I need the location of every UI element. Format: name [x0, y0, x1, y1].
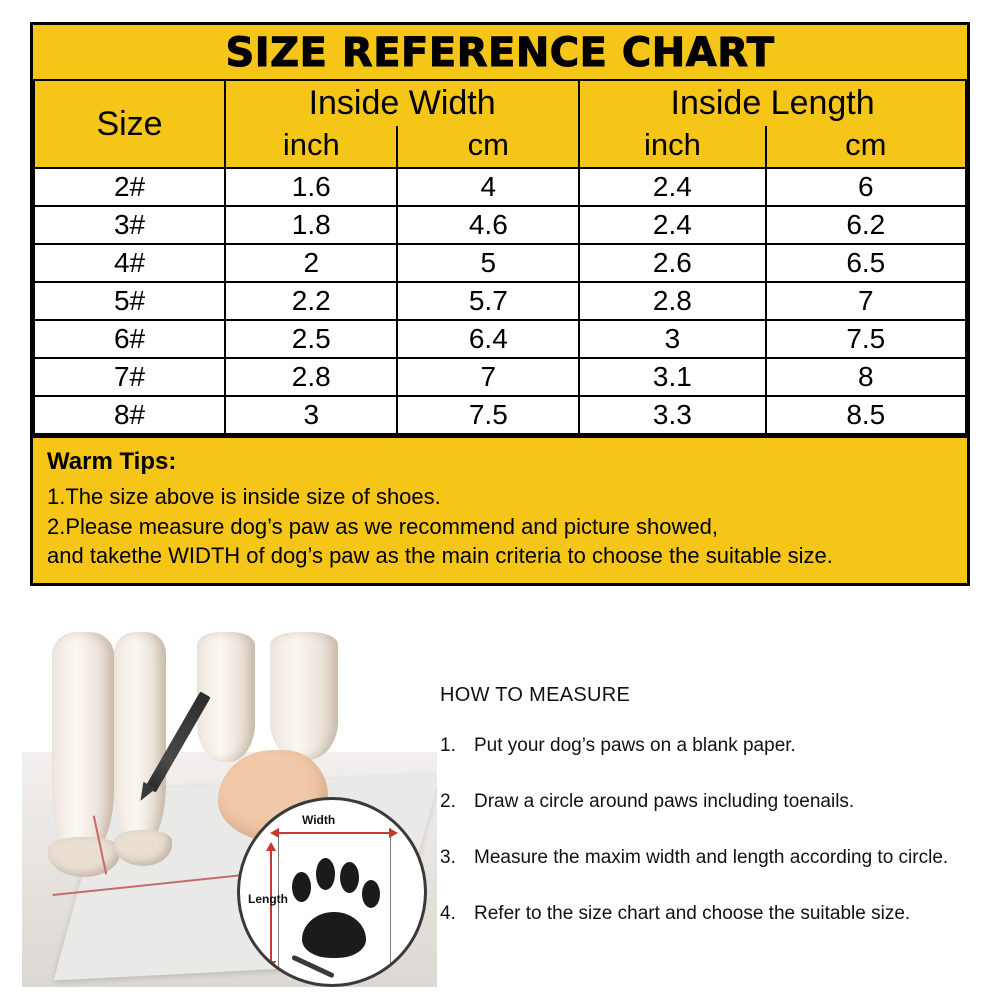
cell-length-cm: 8 [766, 358, 966, 396]
paw-toe-icon [292, 872, 311, 902]
cell-width-cm: 4.6 [397, 206, 579, 244]
cell-length-inch: 3.3 [579, 396, 765, 434]
cell-width-cm: 5.7 [397, 282, 579, 320]
step-number: 3. [440, 847, 456, 868]
cell-length-cm: 7 [766, 282, 966, 320]
step-number: 1. [440, 735, 456, 756]
cell-width-cm: 6.4 [397, 320, 579, 358]
cell-width-inch: 1.6 [225, 168, 397, 206]
dog-leg [114, 632, 166, 847]
magnifier-diagram [237, 797, 427, 987]
cell-size: 8# [34, 396, 225, 434]
length-label: Length [248, 892, 288, 906]
table-row [34, 358, 966, 396]
header-size: Size [34, 80, 225, 168]
header-length-inch: inch [579, 126, 765, 168]
cell-size: 2# [34, 168, 225, 206]
cell-width-inch: 2 [225, 244, 397, 282]
how-to-measure-text [440, 684, 985, 959]
size-table [33, 79, 967, 435]
cell-length-inch: 3 [579, 320, 765, 358]
paw-toe-icon [362, 880, 380, 908]
step-number: 4. [440, 903, 456, 924]
warm-tips-line-1: 1.The size above is inside size of shoes. [47, 484, 441, 509]
measurement-photo [22, 632, 437, 987]
width-label: Width [302, 813, 336, 827]
header-width-inch: inch [225, 126, 397, 168]
cell-size: 6# [34, 320, 225, 358]
cell-length-cm: 6.5 [766, 244, 966, 282]
table-row [34, 396, 966, 434]
table-row [34, 206, 966, 244]
warm-tips [33, 435, 967, 583]
cell-width-inch: 2.2 [225, 282, 397, 320]
table-header-top [34, 80, 966, 126]
cell-size: 5# [34, 282, 225, 320]
cell-length-cm: 6.2 [766, 206, 966, 244]
step-text: Refer to the size chart and choose the suitable size. [474, 903, 911, 924]
warm-tips-title: Warm Tips: [47, 448, 177, 475]
cell-length-cm: 6 [766, 168, 966, 206]
how-to-measure-title: HOW TO MEASURE [440, 684, 631, 706]
list-item [440, 791, 985, 813]
table-row [34, 168, 966, 206]
how-to-measure-section [0, 632, 1000, 1000]
list-item [440, 903, 985, 925]
cell-width-cm: 5 [397, 244, 579, 282]
cell-length-inch: 3.1 [579, 358, 765, 396]
step-number: 2. [440, 791, 456, 812]
dog-leg [52, 632, 114, 857]
paw-toe-icon [316, 858, 335, 890]
size-reference-chart [30, 22, 970, 586]
cell-width-inch: 3 [225, 396, 397, 434]
cell-length-inch: 2.6 [579, 244, 765, 282]
cell-size: 3# [34, 206, 225, 244]
header-length-cm: cm [766, 126, 966, 168]
cell-size: 4# [34, 244, 225, 282]
step-text: Put your dog’s paws on a blank paper. [474, 735, 796, 756]
dog-leg [270, 632, 338, 760]
cell-length-inch: 2.8 [579, 282, 765, 320]
guide-line-right [390, 828, 391, 968]
step-text: Draw a circle around paws including toenails. [474, 791, 855, 812]
length-arrow-icon [270, 850, 272, 962]
cell-width-cm: 4 [397, 168, 579, 206]
warm-tips-line-2: 2.Please measure dog’s paw as we recommend and picture showed, [47, 513, 718, 539]
width-arrow-icon [278, 832, 390, 834]
header-inside-length: Inside Length [579, 80, 966, 126]
cell-width-inch: 2.5 [225, 320, 397, 358]
warm-tips-line-3: and takethe WIDTH of dog’s paw as the main criteria to choose the suitable size. [47, 543, 833, 569]
cell-length-inch: 2.4 [579, 206, 765, 244]
table-row [34, 282, 966, 320]
cell-size: 7# [34, 358, 225, 396]
cell-width-cm: 7.5 [397, 396, 579, 434]
header-width-cm: cm [397, 126, 579, 168]
step-text: Measure the maxim width and length according to circle. [474, 847, 949, 868]
paw-pad-icon [302, 912, 366, 958]
list-item [440, 847, 985, 869]
cell-length-cm: 7.5 [766, 320, 966, 358]
header-inside-width: Inside Width [225, 80, 579, 126]
page-title: SIZE REFERENCE CHART [225, 30, 775, 76]
cell-length-cm: 8.5 [766, 396, 966, 434]
cell-length-inch: 2.4 [579, 168, 765, 206]
cell-width-cm: 7 [397, 358, 579, 396]
cell-width-inch: 1.8 [225, 206, 397, 244]
cell-width-inch: 2.8 [225, 358, 397, 396]
table-row [34, 320, 966, 358]
paw-toe-icon [340, 862, 359, 893]
table-row [34, 244, 966, 282]
list-item [440, 735, 985, 757]
